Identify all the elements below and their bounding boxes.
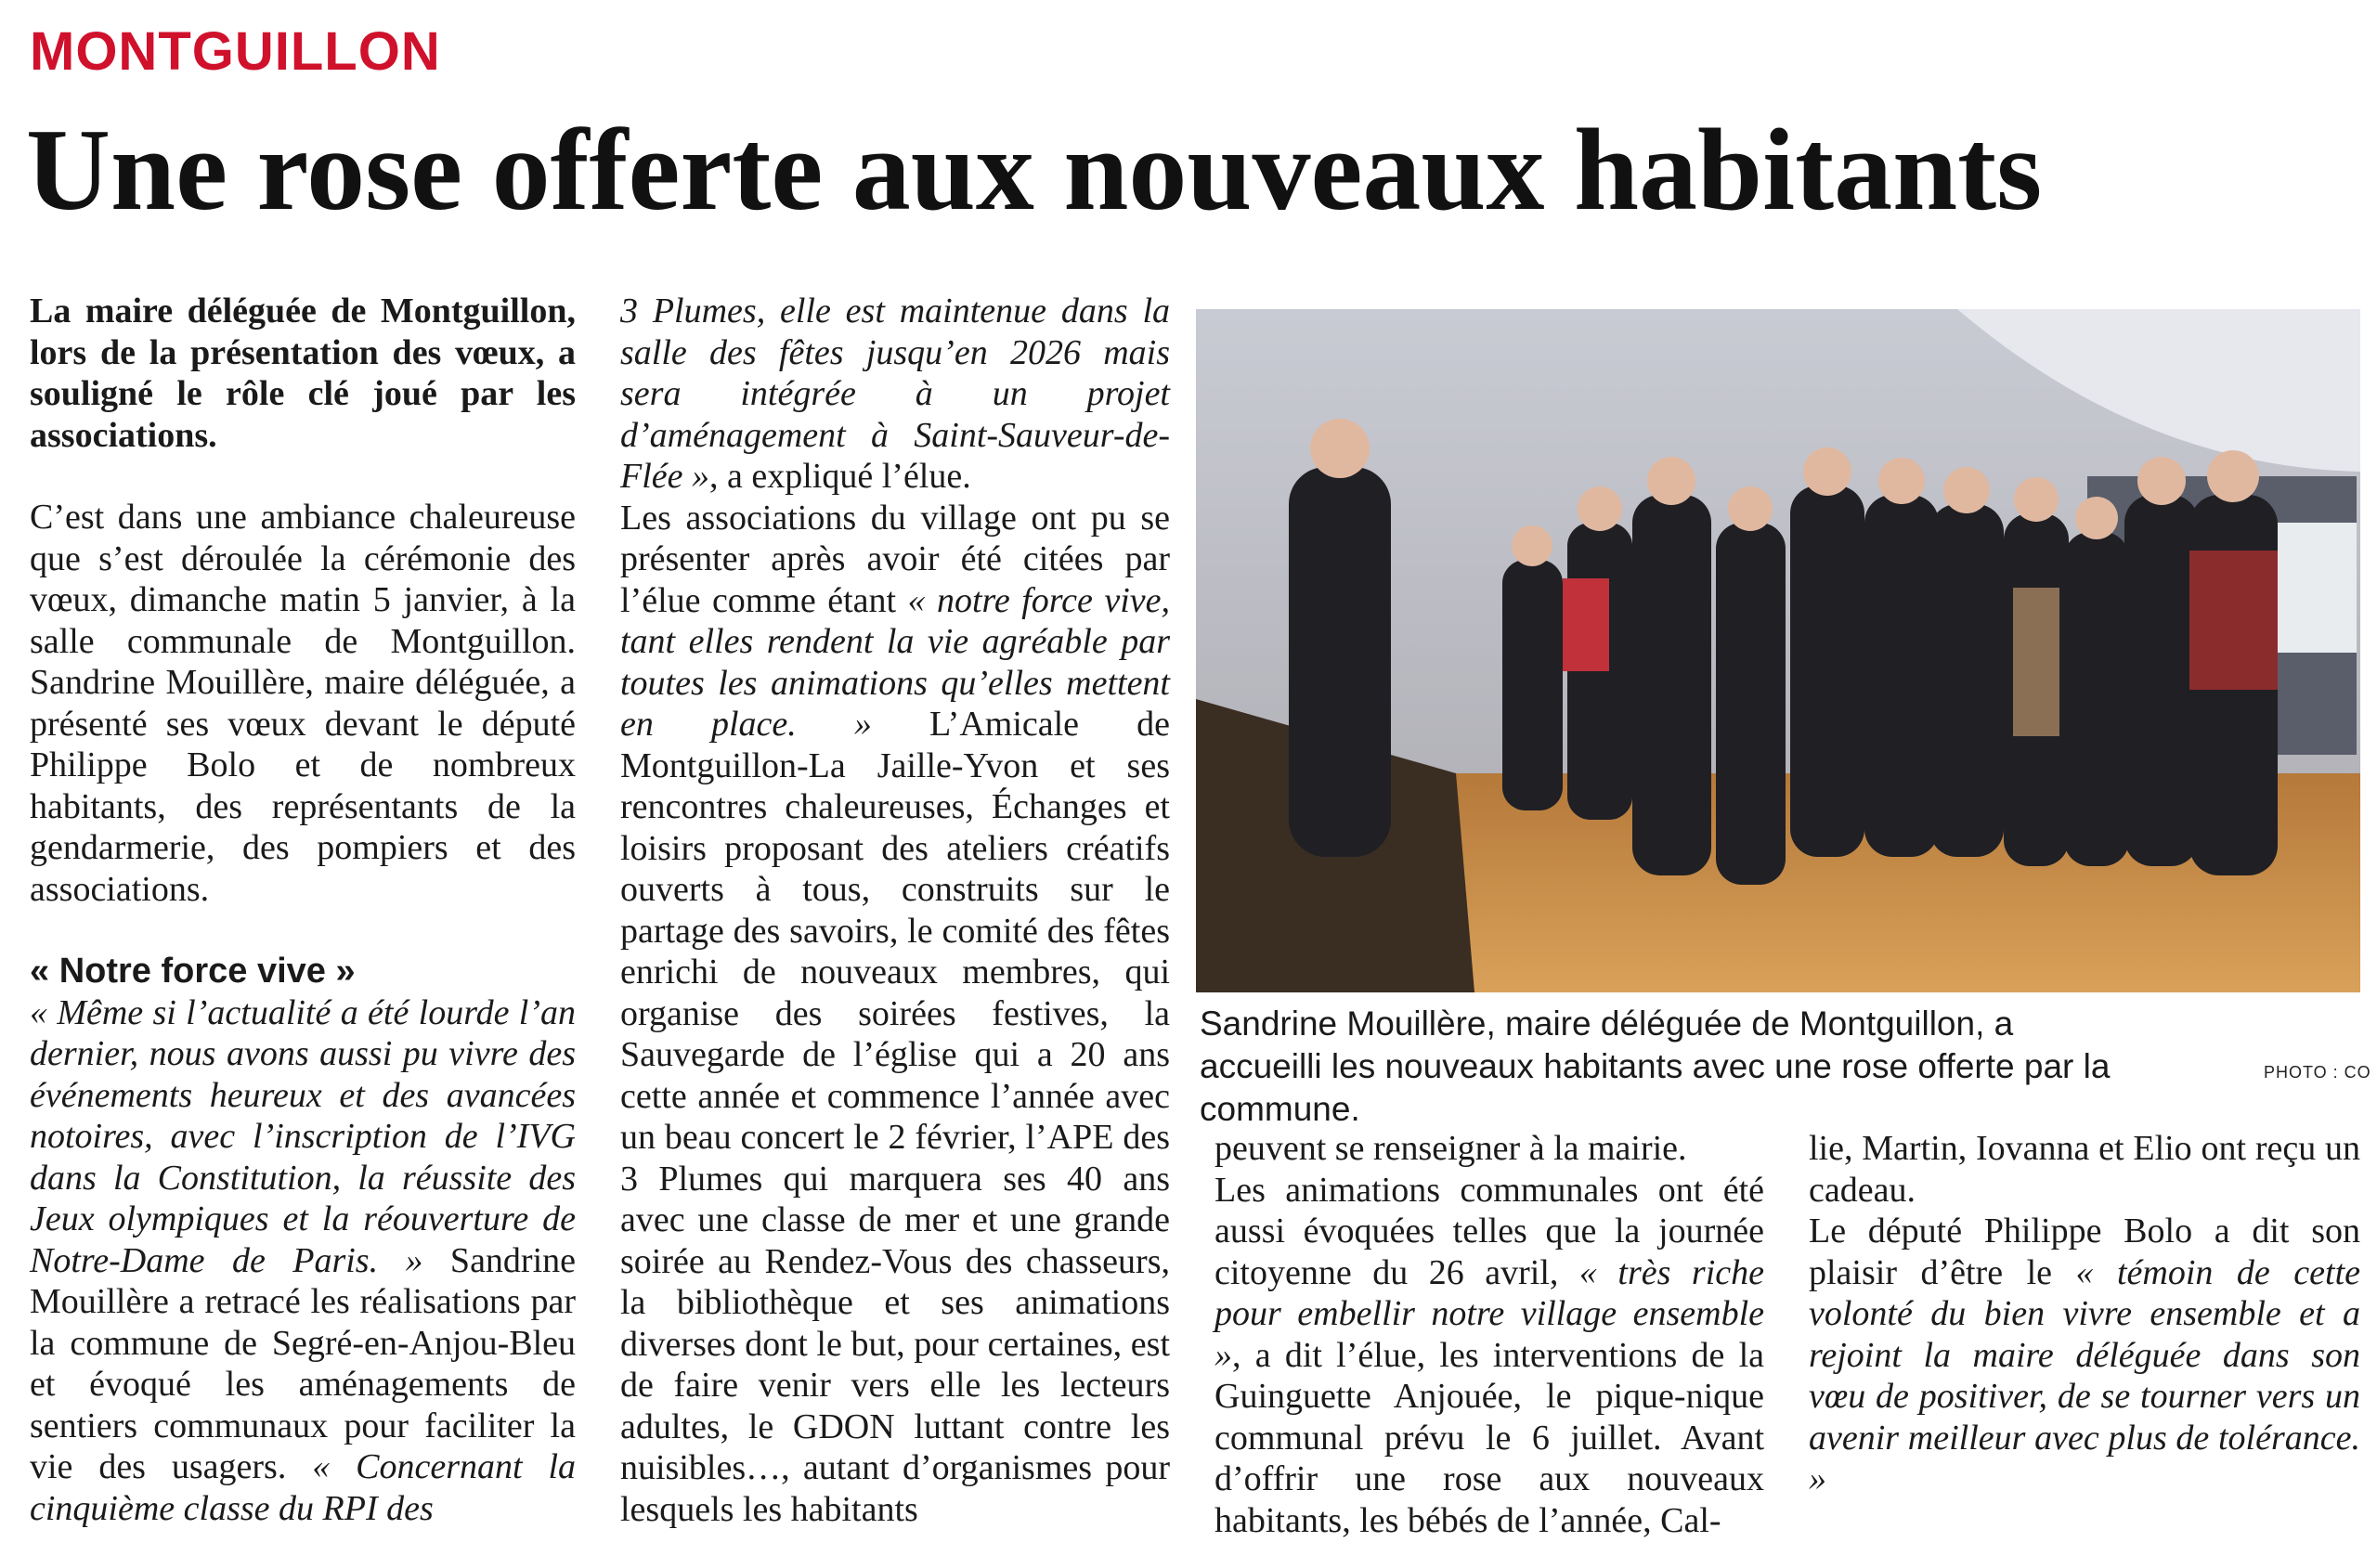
- article-paragraph: C’est dans une ambiance chaleureuse que s’est déroulée la cérémonie des vœux, dimanche matin 5 janvier, à la salle communale de Montguillon. Sandrine Mouillère, maire déléguée, a présenté ses vœux devant le député Philippe Bolo et de nombreux habitants, des représentants de la gendarmerie, des pompiers et des associations.: [30, 498, 576, 909]
- body-text: L’Amicale de Montguillon-La Jaille-Yvon et ses rencontres chaleureuses, Échanges et loisirs proposant des ateliers créatifs ouverts à tous, construits sur le partage des savoirs, le comité des fêtes enrichi de nouveaux membres, qui organise des soirées festives, la Sauvegarde de l’église qui a 20 ans cette année et commence l’année avec un beau concert le 2 février, l’APE des 3 Plumes qui marquera ses 40 ans avec une classe de mer et une grande soirée au Rendez-Vous des chasseurs, la bibliothèque et ses animations diverses dont le but, pour certaines, est de faire venir vers elle les lecteurs adultes, le GDON luttant contre les nuisibles…, autant d’organismes pour lesquels les habitants: [620, 705, 1170, 1529]
- body-text: Sandrine Mouillère a retracé les réalisations par la commune de Segré-en-Anjou-Bleu et évoqué les aménagements de sentiers communaux pour faciliter la vie des usagers.: [30, 1240, 577, 1486]
- article-photo: [1196, 309, 2360, 992]
- photo-credit: PHOTO : CO: [2264, 1063, 2371, 1082]
- article-chapo: La maire déléguée de Montguillon, lors de la présentation des vœux, a souligné le rôle clé joué par les associations.: [30, 292, 576, 455]
- body-text: Les associations du village ont pu se présenter après avoir été citées par l’élue comme étant: [620, 498, 1170, 620]
- quote: « notre force vive, tant elles rendent la vie agréable par toutes les animations qu’elles mettent en place. »: [620, 580, 1170, 744]
- body-text: Les animations communales ont été aussi évoquées telles que la journée citoyenne du 26 avril,: [1214, 1170, 1764, 1292]
- article-paragraph: [1809, 1211, 2360, 1500]
- body-text: , a dit l’élue, les interventions de la Guinguette Anjouée, le pique-nique communal prévu le 6 juillet. Avant d’offrir une rose aux nouveaux habitants, les bébés de l’année, Cal-: [1214, 1335, 1764, 1540]
- body-text: , a expliqué l’élue.: [709, 457, 971, 496]
- section-kicker: MONTGUILLON: [30, 21, 441, 82]
- quote: « Même si l’actualité a été lourde l’an dernier, nous avons aussi pu vivre des événements heureux et des avancées notoires, avec l’inscription de l’IVG dans la Constitution, la réussite des Jeux olympiques et la réouverture de Notre-Dame de Paris. »: [30, 992, 576, 1280]
- article-paragraph: [1214, 1170, 1764, 1542]
- article-column-2: [620, 291, 1170, 1530]
- article-paragraph: [620, 498, 1170, 1531]
- article-column-1: [30, 291, 576, 1529]
- quote: 3 Plumes, elle est maintenue dans la salle des fêtes jusqu’en 2026 mais sera intégrée à un projet d’aménagement à Saint-Sauveur-de-Flée »: [620, 292, 1170, 496]
- article-headline: Une rose offerte aux nouveaux habitants: [26, 106, 2043, 235]
- article-column-4: [1809, 1128, 2360, 1500]
- article-paragraph: [620, 291, 1170, 498]
- article-subhead: « Notre force vive »: [30, 952, 356, 991]
- article-paragraph: peuvent se renseigner à la mairie.: [1214, 1129, 1687, 1168]
- quote: « témoin de cette volonté du bien vivre ensemble et a rejoint la maire déléguée dans son vœu de positiver, de se tourner vers un avenir meilleur avec plus de tolérance. »: [1809, 1252, 2360, 1498]
- article-paragraph: [30, 992, 576, 1530]
- body-text: Le député Philippe Bolo a dit son plaisir d’être le: [1809, 1212, 2360, 1292]
- photo-caption: Sandrine Mouillère, maire déléguée de Montguillon, a accueilli les nouveaux habitants avec une rose offerte par la commune.: [1200, 1004, 2111, 1128]
- article-paragraph: lie, Martin, Iovanna et Elio ont reçu un cadeau.: [1809, 1129, 2360, 1210]
- group-photo-illustration: [1196, 309, 2360, 992]
- article-column-3: [1214, 1128, 1764, 1541]
- quote: « très riche pour embellir notre village ensemble »: [1214, 1252, 1765, 1375]
- quote: « Concernant la cinquième classe du RPI des: [30, 1447, 577, 1528]
